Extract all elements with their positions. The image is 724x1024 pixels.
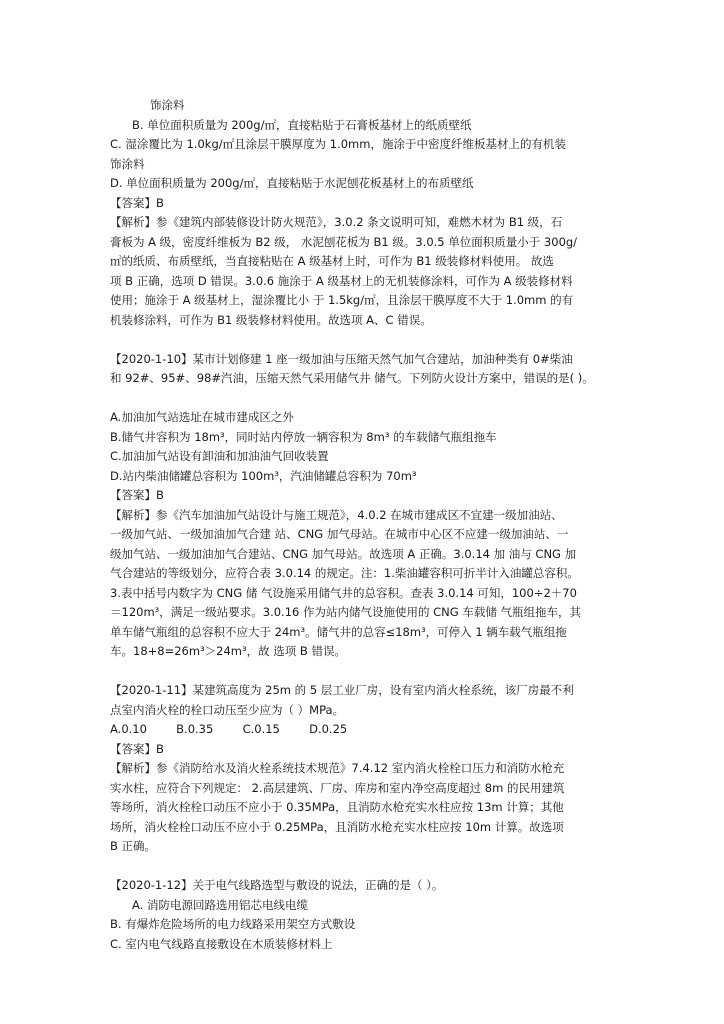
options-line: A.0.10 B.0.35 C.0.15 D.0.25 [110,722,348,736]
answer-line: 【答案】B [110,488,164,502]
option-line: A.加油加气站选址在城市建成区之外 [110,410,294,424]
analysis-line: 【解析】参《消防给水及消火栓系统技术规范》7.4.12 室内消火栓栓口压力和消防水枪充 [110,761,565,775]
document-content [110,96,630,954]
answer-line: 【答案】B [110,741,164,756]
analysis-line: 单车储气瓶组的总容积不应大于 24m³。储气井的总容≤18m³，可停入 1 辆车载气瓶组拖 [110,624,567,639]
option-line: A. 消防电源回路选用铝芯电线电缆 [132,897,308,912]
answer-line: 【答案】B [110,195,164,210]
analysis-line: 膏板为 A 级，密度纤维板为 B2 级， 水泥刨花板为 B1 级。3.0.5 单位面积质量小于 300g/ [110,234,578,249]
analysis-line: 级加气站、一级加油加气合建站、CNG 加气母站。故选项 A 正确。3.0.14 加 油与 CNG 加 [110,546,577,561]
option-line: B. 有爆炸危险场所的电力线路采用架空方式敷设 [110,917,356,931]
paragraph-gap [110,330,630,350]
question-line: 点室内消火栓的栓口动压至少应为（ ）MPa。 [110,702,345,717]
analysis-line: 等场所，消火栓栓口动压不应小于 0.35MPa，且消防水枪充实水柱应按 13m 计算；其他 [110,800,564,814]
option-line: B. 单位面积质量为 200g/㎡，直接粘贴于石膏板基材上的纸质壁纸 [132,117,472,132]
analysis-line: 机装修涂料，可作为 B1 级装修材料使用。故选项 A、C 错误。 [110,312,432,327]
option-line: C.加油加气站设有卸油和加油油气回收装置 [110,449,329,463]
analysis-line: ＝120m³，满足一级站要求。3.0.16 作为站内储气设施使用的 CNG 车载储 气瓶组拖车，其 [110,605,582,619]
option-line: D. 单位面积质量为 200g/㎡，直接粘贴于水泥刨花板基材上的布质壁纸 [110,176,474,190]
analysis-line: 实水柱，应符合下列规定： 2.高层建筑、厂房、库房和室内净空高度超过 8m 的民用建筑 [110,780,565,795]
question-line: 【2020-1-11】某建筑高度为 25m 的 5 层工业厂房，设有室内消火栓系统，该厂房最不利 [110,683,574,697]
question-line: 和 92#、95#、98#汽油，压缩天然气采用储气井 储气。下列防火设计方案中，错误的是( )。 [110,371,594,385]
analysis-line: B 正确。 [110,839,157,853]
text-line: 饰涂料 [150,98,185,112]
paragraph-gap [110,857,630,877]
paragraph-gap [110,662,630,682]
analysis-line: 场所，消火栓栓口动压不应小于 0.25MPa，且消防水枪充实水柱应按 10m 计算。故选项 [110,819,564,834]
question-line: 【2020-1-10】某市计划修建 1 座一级加油与压缩天然气加气合建站，加油种类有 0#柴油 [110,351,573,366]
analysis-line: 使用；施涂于 A 级基材上，湿涂覆比小 于 1.5kg/㎡，且涂层干膜厚度不大于 1.0mm 的有 [110,293,574,307]
option-line: B.储气井容积为 18m³，同时站内停放一辆容积为 8m³ 的车载储气瓶组拖车 [110,429,497,444]
analysis-line: 项 B 正确，选项 D 错误。3.0.6 施涂于 A 级基材上的无机装修涂料，可作为 A 级装修材料 [110,273,573,288]
analysis-line: 3.表中括号内数字为 CNG 储 气设施采用储气井的总容积。查表 3.0.14 可知，100÷2＋70 [110,585,577,600]
option-line: C. 湿涂覆比为 1.0kg/㎡且涂层干膜厚度为 1.0mm，施涂于中密度纤维板基材上的有机装 [110,137,566,151]
question-line: 【2020-1-12】关于电气线路选型与敷设的说法，正确的是（ ）。 [110,878,444,892]
option-line: D.站内柴油储罐总容积为 100m³，汽油储罐总容积为 70m³ [110,468,417,483]
analysis-line: 【解析】参《建筑内部装修设计防火规范》，3.0.2 条文说明可知，难燃木材为 B1 级，石 [110,215,563,229]
text-line: 饰涂料 [110,156,145,171]
analysis-line: 气合建站的等级划分，应符合表 3.0.14 的规定。注：1.柴油罐容积可折半计入油罐总容积。 [110,566,579,580]
option-line: C. 室内电气线路直接敷设在木质装修材料上 [110,936,333,951]
analysis-line: 【解析】参《汽车加油加气站设计与施工规范》，4.0.2 在城市建成区不宜建一级加油站、 [110,507,563,522]
paragraph-gap [110,389,630,409]
analysis-line: 车。18+8=26m³＞24m³，故 选项 B 错误。 [110,644,346,658]
analysis-line: ㎡的纸质、布质壁纸，当直接粘贴在 A 级基材上时，可作为 B1 级装修材料使用。 故选 [110,254,554,268]
analysis-line: 一级加气站、一级加油加气合建 站、CNG 加气母站。在城市中心区不应建一级加油站、一 [110,527,569,541]
